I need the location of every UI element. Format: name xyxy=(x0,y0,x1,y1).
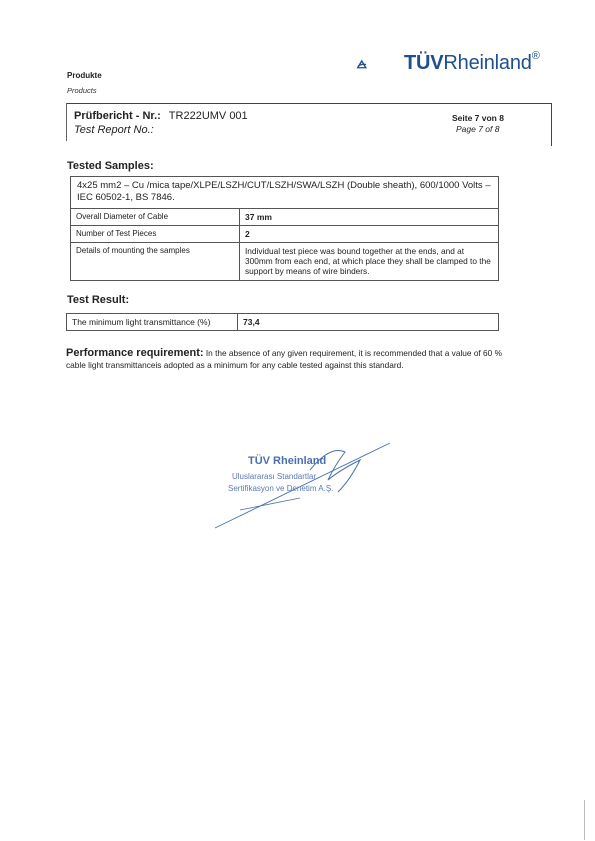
sample-description: 4x25 mm2 – Cu /mica tape/XLPE/LSZH/CUT/LSZH/SWA/LSZH (Double sheath), 600/1000 Volts – IEC 60502-1, BS 7846. xyxy=(71,177,499,209)
tested-samples-heading: Tested Samples: xyxy=(67,160,154,172)
result-label: The minimum light transmittance (%) xyxy=(67,314,238,331)
header-label-en: Products xyxy=(67,86,97,95)
performance-heading: Performance requirement: xyxy=(66,347,204,359)
samples-table xyxy=(70,176,499,281)
performance-text: In the absence of any given requirement, it is recommended that a value of 60 % cable light transmittanceis adopted as a minimum for any cable tested against this standard. xyxy=(66,348,502,371)
stamp-line-1: TÜV Rheinland xyxy=(248,455,327,467)
report-box-left-rule xyxy=(66,103,68,141)
table-row xyxy=(71,225,499,242)
table-cell-label: Number of Test Pieces xyxy=(71,225,240,242)
page-edge-divider xyxy=(584,800,585,840)
table-cell-label: Details of mounting the samples xyxy=(71,242,240,280)
table-cell-label: Overall Diameter of Cable xyxy=(71,208,240,225)
header-label-de: Produkte xyxy=(67,71,102,80)
table-row xyxy=(71,208,499,225)
report-number-label-en: Test Report No.: xyxy=(74,124,154,136)
test-result-heading: Test Result: xyxy=(67,294,130,306)
brand-logo-text: TÜVRheinland® xyxy=(404,50,540,74)
table-row xyxy=(71,177,499,209)
stamp-line-3: Sertifikasyon ve Denetim A.Ş. xyxy=(228,484,334,493)
performance-requirement xyxy=(66,346,506,371)
report-number: TR222UMV 001 xyxy=(168,110,248,122)
result-table xyxy=(66,313,499,331)
table-cell-value: 2 xyxy=(240,225,499,242)
table-cell-value: 37 mm xyxy=(240,208,499,225)
page-number-de: Seite 7 von 8 xyxy=(452,113,504,123)
report-number-label: Prüfbericht - Nr.: TR222UMV 001 xyxy=(74,110,248,122)
table-row xyxy=(67,314,499,331)
table-row xyxy=(71,242,499,280)
page-number-en: Page 7 of 8 xyxy=(456,124,500,134)
result-value: 73,4 xyxy=(238,314,499,331)
stamp-line-2: Uluslararası Standartlar xyxy=(232,472,317,481)
tuv-triangle-logo-icon xyxy=(356,44,404,84)
table-cell-value: Individual test piece was bound together at the ends, and at 300mm from each end, at which place they shall be clamped to the support by means of wire binders. xyxy=(240,242,499,280)
